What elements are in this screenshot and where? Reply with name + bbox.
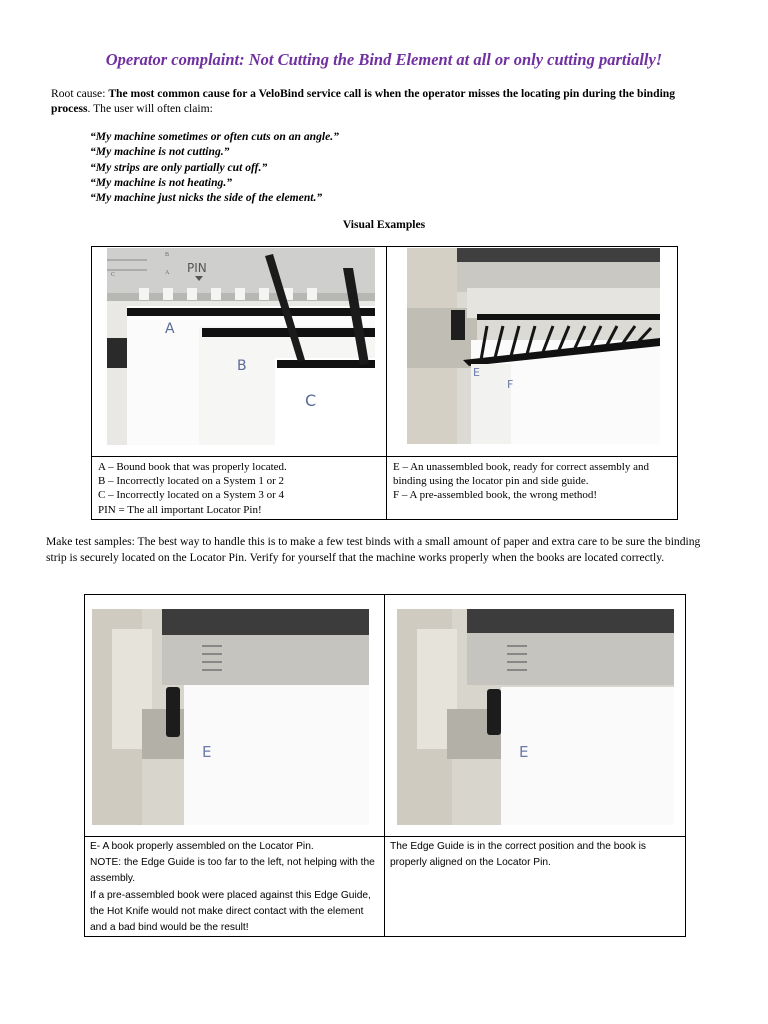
photo-label-e: E <box>202 743 212 761</box>
binding-photo-ef <box>407 248 660 444</box>
edge-guide-table <box>84 594 686 937</box>
photo-label-b-small: B <box>165 252 170 258</box>
caption-right <box>387 457 678 520</box>
caption-line: E- A book properly assembled on the Locator Pin. <box>90 841 314 852</box>
photo-label-b: B <box>237 358 247 374</box>
caption-line: E – An unassembled book, ready for correct assembly and binding using the locator pin and side guide. <box>393 461 649 488</box>
photo-label-c: C <box>305 391 317 410</box>
caption-line: B – Incorrectly located on a System 1 or 2 <box>98 475 285 488</box>
photo-label-e: E <box>473 366 480 379</box>
caption-right: The Edge Guide is in the correct position and the book is properly aligned on the Locator Pin. <box>385 837 686 937</box>
photo-cell-left <box>85 595 385 837</box>
caption-left <box>85 837 385 937</box>
claim-item: “My machine is not heating.” <box>90 175 233 189</box>
photo-cell-right <box>385 595 686 837</box>
visual-examples-heading: Visual Examples <box>342 218 426 231</box>
photo-label-a: A <box>165 321 175 337</box>
caption-left <box>92 457 387 520</box>
test-samples-paragraph: Make test samples: The best way to handle this is to make a few test binds with a small amount of paper and extra care to be sure the binding strip is securely located on the Locator Pin. Verify for yourself that the machine works properly when the books are located correctly. <box>46 535 701 564</box>
root-cause-paragraph <box>51 86 701 116</box>
edge-guide-photo-wrong <box>92 609 369 825</box>
photo-label-c-small: C <box>111 272 116 278</box>
claim-item: “My machine is not cutting.” <box>90 145 230 159</box>
photo-label-f: F <box>507 378 514 391</box>
photo-label-a-small: A <box>165 270 170 276</box>
claim-item: “My machine just nicks the side of the element.” <box>90 191 323 205</box>
photo-cell-left <box>92 247 387 457</box>
caption-line: F – A pre-assembled book, the wrong method! <box>393 489 598 502</box>
claims-list <box>90 129 339 205</box>
caption-line: If a pre-assembled book were placed against this Edge Guide, the Hot Knife would not make direct contact with the element and a bad bind would be the result! <box>90 889 371 934</box>
photo-label-pin: PIN <box>187 261 207 275</box>
binding-photo-abc <box>107 248 375 445</box>
root-cause-bold: The most common cause for a VeloBind service call is when the operator misses the locating pin during the binding process <box>51 87 676 115</box>
caption-line: C – Incorrectly located on a System 3 or 4 <box>98 489 285 502</box>
caption-line: PIN = The all important Locator Pin! <box>98 503 262 516</box>
root-cause-tail: . The user will often claim: <box>87 102 213 115</box>
caption-line: NOTE: the Edge Guide is too far to the left, not helping with the assembly. <box>90 857 375 885</box>
root-cause-label: Root cause: <box>51 87 109 100</box>
visual-examples-table <box>91 246 678 520</box>
edge-guide-photo-correct <box>397 609 674 825</box>
claim-item: “My strips are only partially cut off.” <box>90 160 268 174</box>
photo-cell-right <box>387 247 678 457</box>
photo-label-e: E <box>519 743 529 761</box>
page-title: Operator complaint: Not Cutting the Bind Element at all or only cutting partially! <box>105 50 663 69</box>
claim-item: “My machine sometimes or often cuts on an angle.” <box>90 130 339 143</box>
caption-line: A – Bound book that was properly located. <box>98 461 287 473</box>
